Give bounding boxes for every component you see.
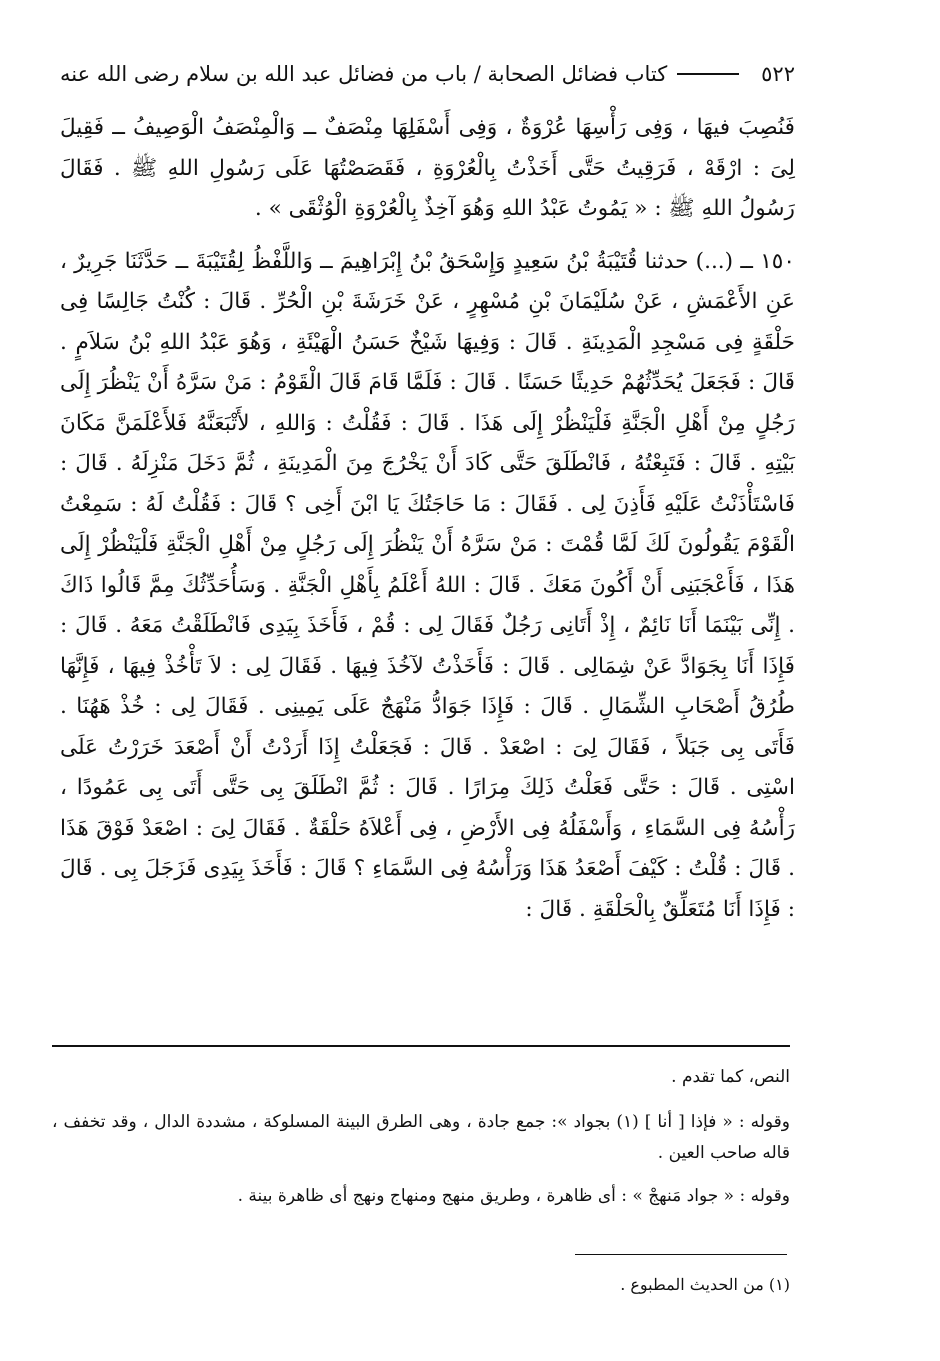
commentary-line-1: النص، كما تقدم . — [671, 1067, 790, 1087]
main-text — [60, 108, 795, 930]
header-rule — [677, 73, 739, 75]
commentary-notes — [52, 1062, 790, 1224]
header-title-group — [60, 62, 739, 86]
hadith-text: حدثنا قُتَيْبَةُ بْنُ سَعِيدٍ وَإِسْحَقُ بْنُ إِبْرَاهِيمَ ــ وَاللَّفْظُ لِقُتَيْبَةَ ــ حَدَّثَنَا جَرِيرٌ ، عَنِ الأَعْمَشِ ، عَنْ سُلَيْمَانَ بْنِ مُسْهِرٍ ، عَنْ خَرَشَةَ بْنِ الْحُرِّ . قَالَ : كُنْتُ جَالِسًا فِى حَلْقَةٍ فِى مَسْجِدِ الْمَدِينَةِ . قَالَ : وَفِيهَا شَيْخٌ حَسَنُ الْهَيْئَةِ ، وَهُوَ عَبْدُ اللهِ بْنُ سَلاَمٍ . قَالَ : فَجَعَلَ يُحَدِّثُهُمْ حَدِيثًا حَسَنًا . قَالَ : فَلَمَّا قَامَ قَالَ الْقَوْمُ : مَنْ سَرَّهُ أَنْ يَنْظُرَ إِلَى رَجُلٍ مِنْ أَهْلِ الْجَنَّةِ فَلْيَنْظُرْ إِلَى هَذَا . قَالَ : فَقُلْتُ : وَاللهِ ، لأَتْبَعَنَّهُ فَلأَعْلَمَنَّ مَكَانَ بَيْتِهِ . قَالَ : فَتَبِعْتُهُ ، فَانْطَلَقَ حَتَّى كَادَ أَنْ يَخْرُجَ مِنَ الْمَدِينَةِ ، ثُمَّ دَخَلَ مَنْزِلَهُ . قَالَ : فَاسْتَأْذَنْتُ عَلَيْهِ فَأَذِنَ لِى . فَقَالَ : مَا حَاجَتُكَ يَا ابْنَ أَخِى ؟ قَالَ : فَقُلْتُ لَهُ : سَمِعْتُ الْقَوْمَ يَقُولُونَ لَكَ لَمَّا قُمْتَ : مَنْ سَرَّهُ أَنْ يَنْظُرَ إِلَى رَجُلٍ مِنْ أَهْلِ الْجَنَّةِ فَلْيَنْظُرْ إِلَى هَذَا ، فَأَعْجَبَنِى أَنْ أَكُونَ مَعَكَ . قَالَ : اللهُ أَعْلَمُ بِأَهْلِ الْجَنَّةِ . وَسَأُحَدِّثُكَ مِمَّ قَالُوا ذَاكَ . إِنِّى بَيْنَمَا أَنَا نَائِمٌ ، إِذْ أَتَانِى رَجُلٌ فَقَالَ لِى : قُمْ ، فَأَخَذَ بِيَدِى فَانْطَلَقْتُ مَعَهُ . قَالَ : فَإِذَا أَنَا بِجَوَادَّ عَنْ شِمَالِى . قَالَ : فَأَخَذْتُ لآخُذَ فِيهَا . فَقَالَ لِى : لاَ تَأْخُذْ فِيهَا ، فَإِنَّهَا طُرُقُ أَصْحَابِ الشِّمَالِ . قَالَ : فَإِذَا جَوَادُّ مَنْهَجٌ عَلَى يَمِينِى . فَقَالَ لِى : خُذْ هَهُنَا . فَأَتَى بِى جَبَلاً ، فَقَالَ لِىَ : اصْعَدْ . قَالَ : فَجَعَلْتُ إِذَا أَرَدْتُ أَنْ أَصْعَدَ خَرَرْتُ عَلَى اسْتِى . قَالَ : حَتَّى فَعَلْتُ ذَلِكَ مِرَارًا . قَالَ : ثُمَّ انْطَلَقَ بِى حَتَّى أَتَى بِى عَمُودًا ، رَأْسُهُ فِى السَّمَاءِ ، وَأَسْفَلُهُ فِى الأَرْضِ ، فِى أَعْلاَهُ حَلْقَةٌ . فَقَالَ لِىَ : اصْعَدْ فَوْقَ هَذَا . قَالَ : قُلْتُ : كَيْفَ أَصْعَدُ هَذَا وَرَأْسُهُ فِى السَّمَاءِ ؟ قَالَ : فَأَخَذَ بِيَدِى فَزَجَلَ بِى . قَالَ : فَإِذَا أَنَا مُتَعَلِّقٌ بِالْحَلْقَةِ . قَالَ : — [60, 248, 795, 922]
commentary-note-3: وقوله : « جواد مَنهجْ » : أى ظاهرة ، وطريق منهج ومنهاج ونهج أى ظاهرة بينة . — [237, 1186, 790, 1206]
reference-separator — [575, 1254, 787, 1255]
book-title: كتاب فضائل الصحابة / باب من فضائل عبد الله بن سلام رضى الله عنه — [60, 62, 668, 86]
hadith-paragraph — [60, 242, 795, 931]
commentary-note-2: وقوله : « فإذا [ أنا ] (١) بجواد »: جمع جادة ، وهى الطرق البينة المسلوكة ، مشددة الدال ، وقد تخفف ، قاله صاحب العين . — [52, 1112, 791, 1163]
page-number: ٥٢٢ — [761, 62, 795, 86]
footnote-separator — [52, 1045, 790, 1047]
reference-footnote: (١) من الحديث المطبوع . — [620, 1275, 790, 1294]
running-header — [60, 62, 795, 86]
continuation-paragraph: فَنُصِبَ فيهَا ، وَفِى رَأْسِهَا عُرْوَةٌ ، وَفِى أَسْفَلِهَا مِنْصَفٌ ــ وَالْمِنْصَفُ الْوَصِيفُ ــ فَقِيلَ لِىَ : ارْقَهْ ، فَرَقِيتُ حَتَّى أَخَذْتُ بِالْعُرْوَةِ ، فَقَصَصْتُهَا عَلَى رَسُولِ اللهِ ﷺ . فَقَالَ رَسُولُ اللهِ ﷺ : « يَمُوتُ عَبْدُ اللهِ وَهُوَ آخِذٌ بِالْعُرْوَةِ الْوُثْقَى » . — [60, 115, 795, 221]
hadith-number: ١٥٠ ــ (...) — [695, 248, 795, 274]
